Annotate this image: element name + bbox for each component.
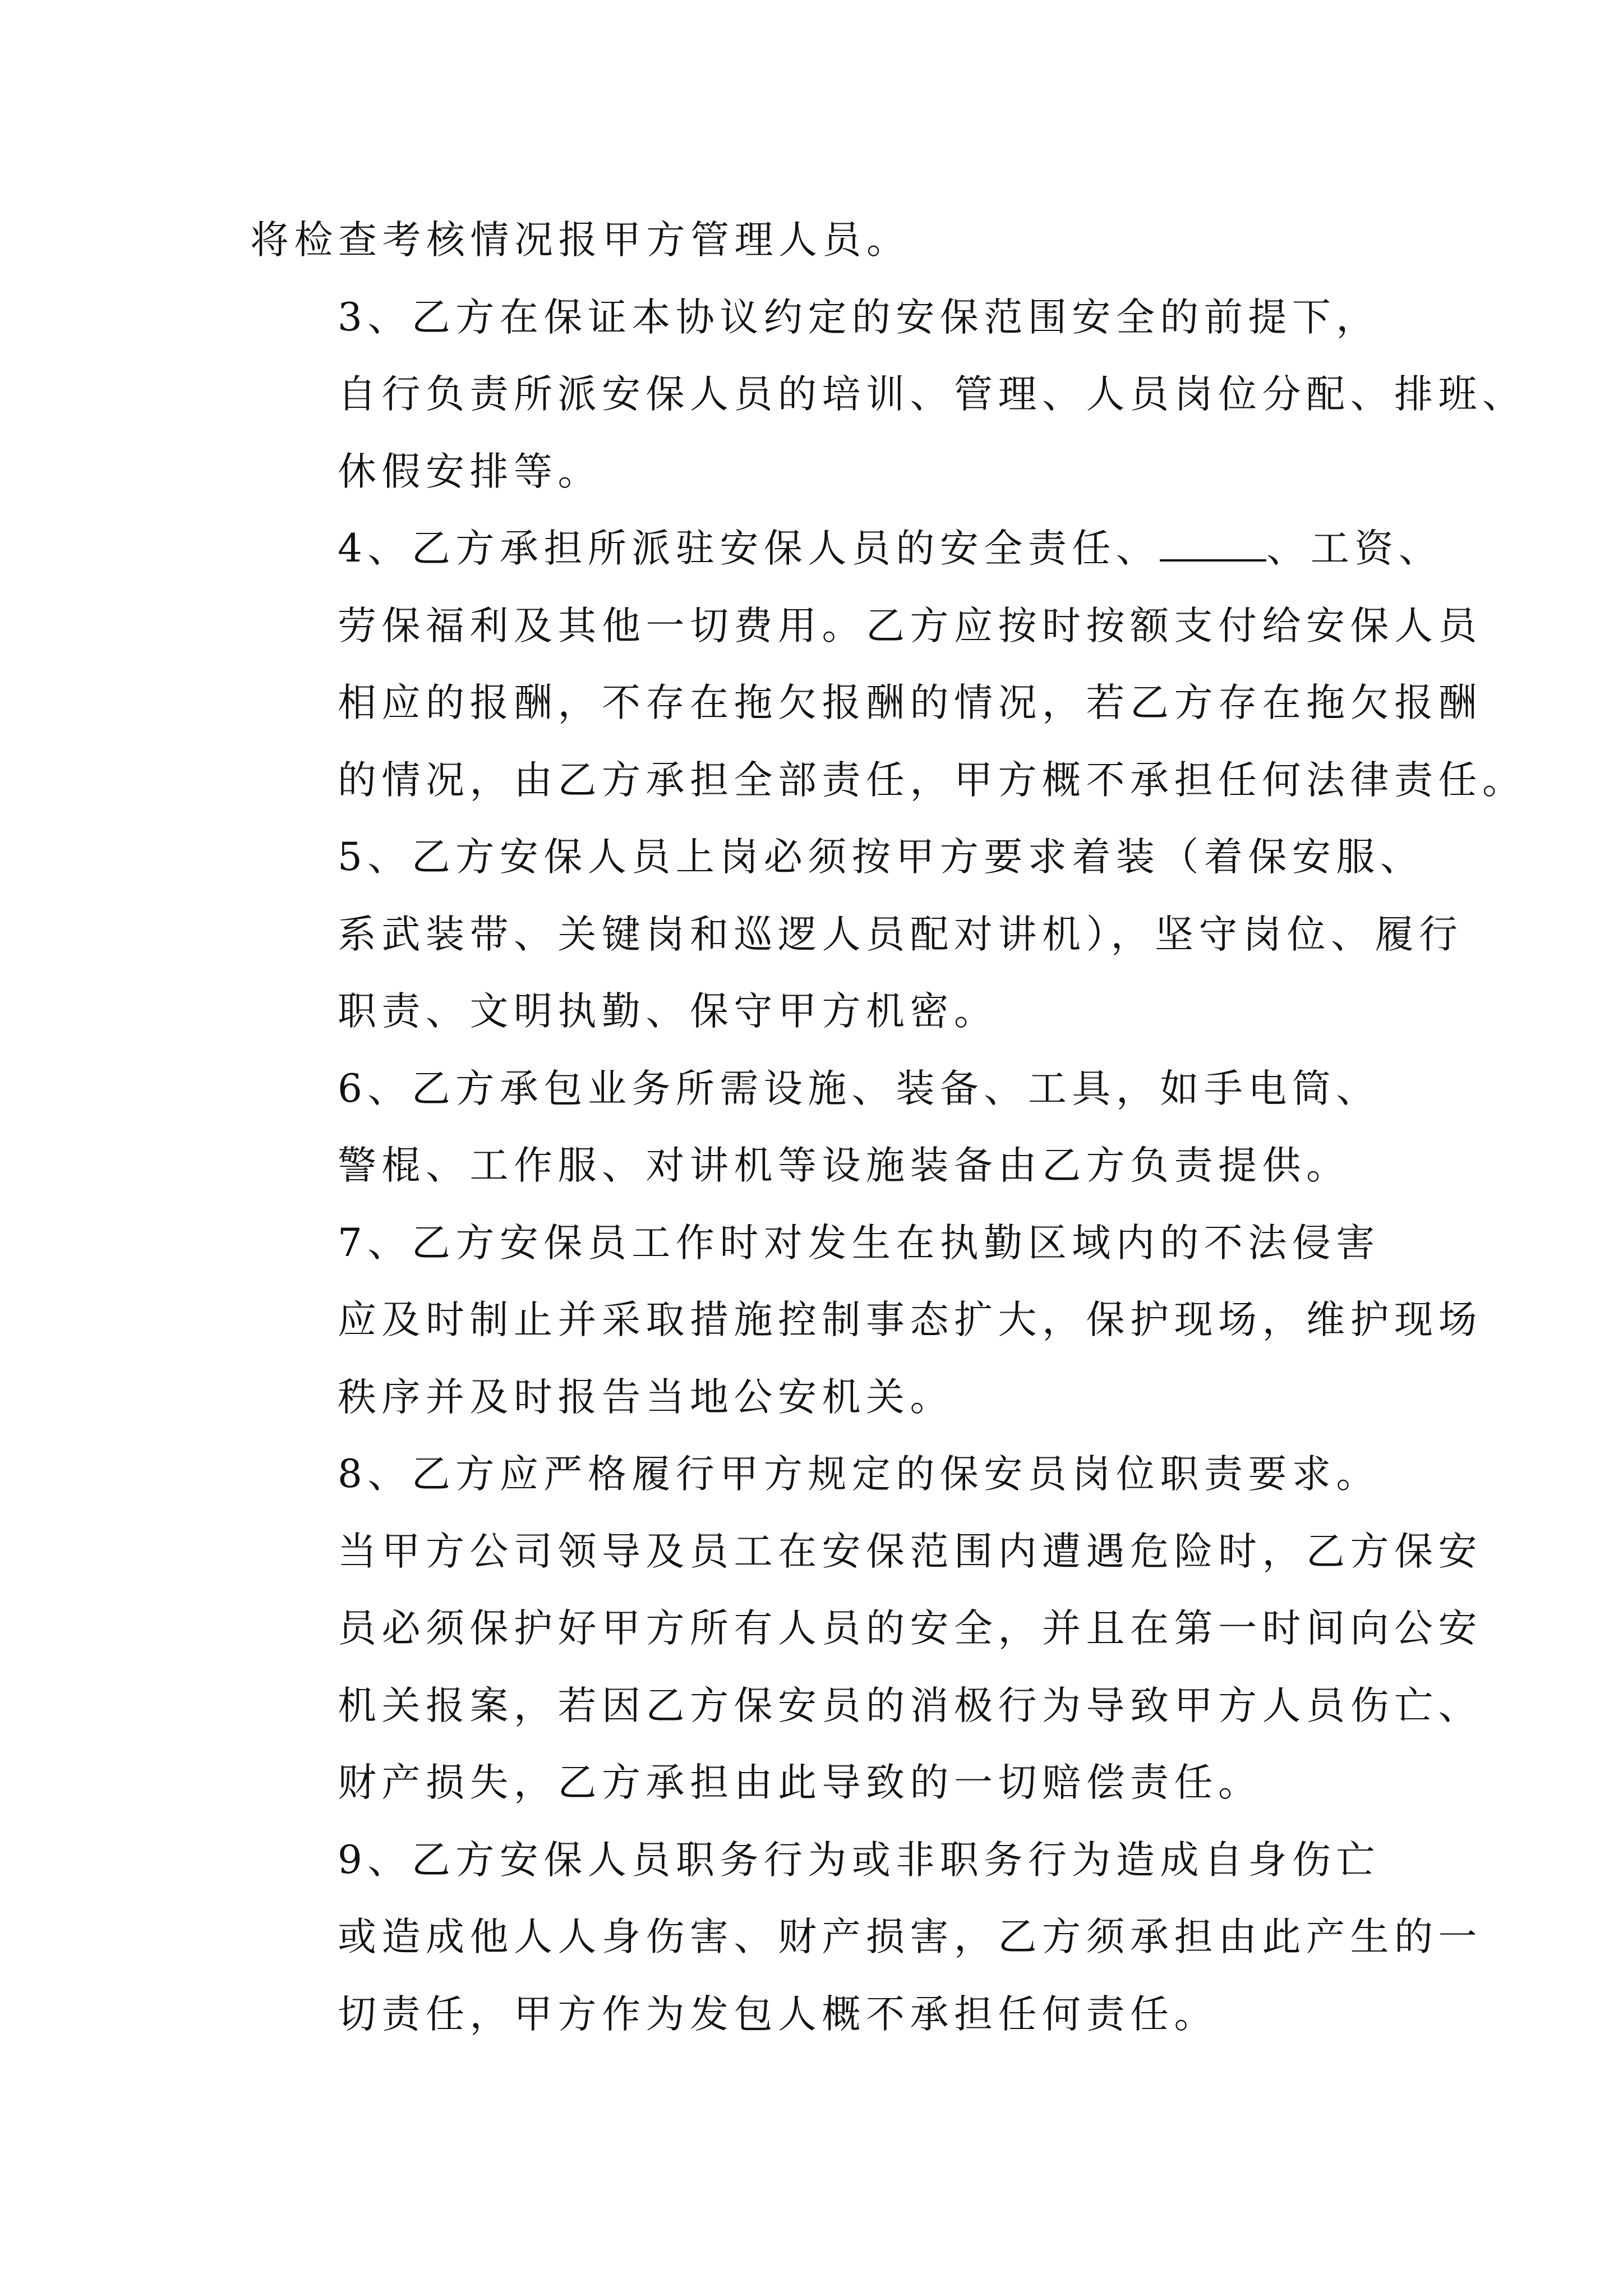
text-line: 9、乙方安保人员职务行为或非职务行为造成自身伤亡 [338,1837,1380,1883]
text-line: 6、乙方承包业务所需设施、装备、工具，如手电筒、 [338,1066,1380,1111]
paragraph-clause-6 [250,1051,1387,1205]
text-line: 或造成他人人身伤害、财产损害，乙方须承担由此产生的一 [338,1915,1482,1959]
text-line: 财产损失，乙方承担由此导致的一切赔偿责任。 [338,1760,1262,1805]
paragraph-clause-7 [250,1205,1482,1437]
clause-4-text-before-blank: 4、乙方承担所派驻安保人员的安全责任、 [338,526,1160,571]
paragraph-clause-4 [250,510,1527,819]
text-line: 系武装带、关键岗和巡逻人员配对讲机），坚守岗位、履行 [338,912,1463,957]
text-line: 3、乙方在保证本协议约定的安保范围安全的前提下， [338,295,1380,340]
text-line: 将检查考核情况报甲方管理人员。 [250,218,911,263]
text-line: 职责、文明执勤、保守甲方机密。 [338,989,998,1034]
text-line: 机关报案，若因乙方保安员的消极行为导致甲方人员伤亡、 [338,1683,1482,1728]
text-line: 的情况，由乙方承担全部责任，甲方概不承担任何法律责任。 [338,757,1527,803]
document-body [250,202,1527,2053]
text-line: 自行负责所派安保人员的培训、管理、人员岗位分配、排班、 [338,372,1527,417]
paragraph-clause-8 [250,1436,1482,1822]
text-line: 员必须保护好甲方所有人员的安全，并且在第一时间向公安 [338,1606,1482,1651]
text-line: 切责任，甲方作为发包人概不承担任何责任。 [338,1991,1218,2037]
text-line: 相应的报酬，不存在拖欠报酬的情况，若乙方存在拖欠报酬 [338,680,1482,725]
text-line: 劳保福利及其他一切费用。乙方应按时按额支付给安保人员 [338,603,1482,648]
clause-4-text-after-blank: 、工资、 [1266,526,1443,571]
text-line: 休假安排等。 [338,449,602,494]
paragraph-continued [250,202,1387,279]
fill-in-blank [1160,526,1266,562]
text-line [250,510,1443,588]
text-line: 应及时制止并采取措施控制事态扩大，保护现场，维护现场 [338,1297,1482,1342]
text-line: 7、乙方安保员工作时对发生在执勤区域内的不法侵害 [338,1220,1380,1266]
text-line: 8、乙方应严格履行甲方规定的保安员岗位职责要求。 [338,1452,1380,1497]
text-line: 秩序并及时报告当地公安机关。 [338,1374,954,1420]
text-line: 5、乙方安保人员上岗必须按甲方要求着装（着保安服、 [338,835,1424,880]
text-line: 当甲方公司领导及员工在安保范围内遭遇危险时，乙方保安 [338,1529,1482,1574]
paragraph-clause-5 [250,819,1463,1051]
paragraph-clause-9 [250,1822,1482,2054]
paragraph-clause-3 [250,279,1527,511]
text-line: 警棍、工作服、对讲机等设施装备由乙方负责提供。 [338,1143,1350,1188]
